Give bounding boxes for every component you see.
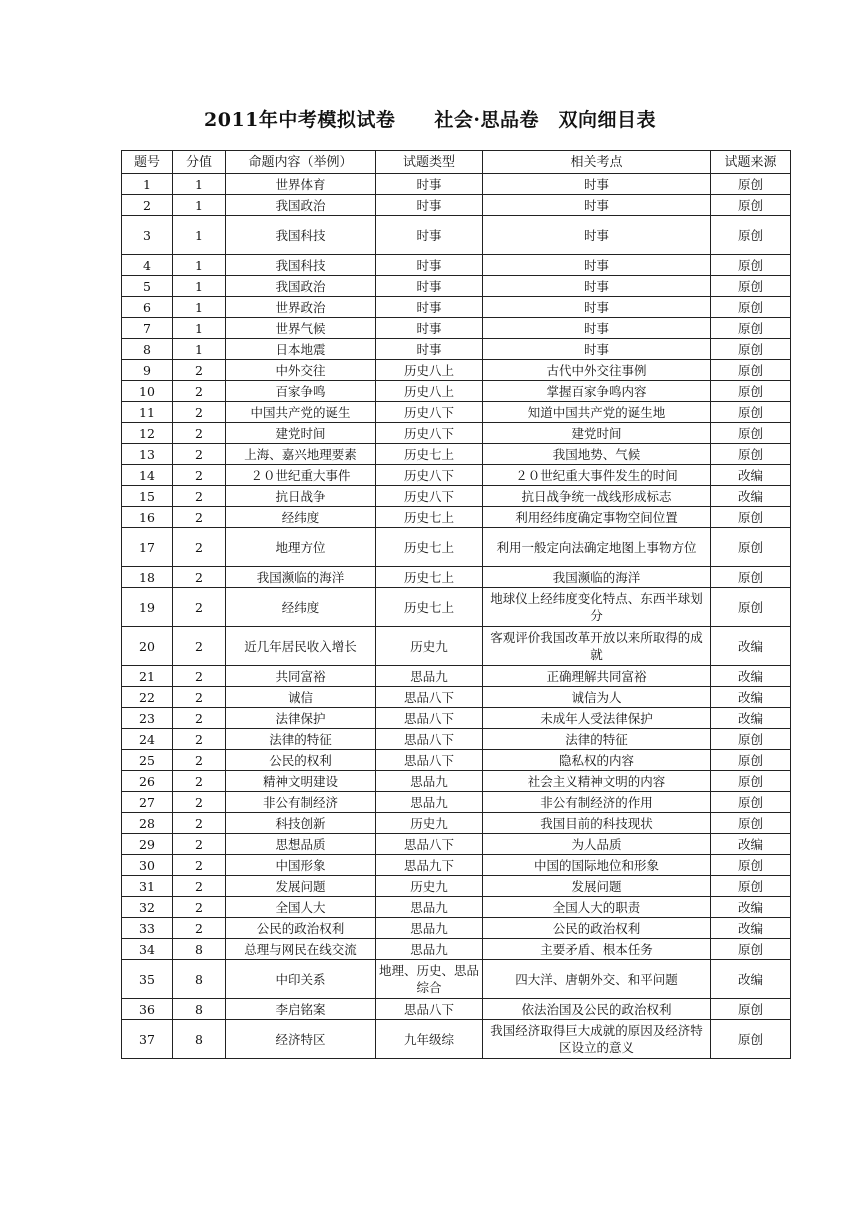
cell-source: 原创 (711, 771, 791, 792)
cell-topic: 中国的国际地位和形象 (483, 855, 711, 876)
document-title: 2011年中考模拟试卷 社会·思品卷 双向细目表 (204, 109, 656, 131)
cell-source: 原创 (711, 939, 791, 960)
cell-type: 时事 (376, 297, 483, 318)
cell-type: 思品九 (376, 918, 483, 939)
cell-topic: 为人品质 (483, 834, 711, 855)
cell-score: 1 (173, 216, 226, 255)
cell-question-no: 20 (122, 627, 173, 666)
cell-type: 历史八下 (376, 465, 483, 486)
table-row (122, 855, 791, 876)
cell-score: 2 (173, 750, 226, 771)
cell-topic: 正确理解共同富裕 (483, 666, 711, 687)
table-row (122, 960, 791, 999)
cell-score: 2 (173, 771, 226, 792)
table-body (122, 174, 791, 1059)
cell-type: 思品九 (376, 897, 483, 918)
cell-content: 公民的政治权利 (226, 918, 376, 939)
cell-content: 法律保护 (226, 708, 376, 729)
cell-question-no: 29 (122, 834, 173, 855)
cell-question-no: 34 (122, 939, 173, 960)
cell-score: 2 (173, 687, 226, 708)
cell-type: 思品八下 (376, 750, 483, 771)
cell-question-no: 3 (122, 216, 173, 255)
cell-topic: 建党时间 (483, 423, 711, 444)
table-row (122, 507, 791, 528)
cell-score: 2 (173, 567, 226, 588)
table-row (122, 465, 791, 486)
table-header-row (122, 151, 791, 174)
table-row (122, 729, 791, 750)
cell-topic: 我国濒临的海洋 (483, 567, 711, 588)
table-row (122, 195, 791, 216)
table-row (122, 297, 791, 318)
cell-source: 原创 (711, 876, 791, 897)
cell-type: 历史八下 (376, 402, 483, 423)
cell-source: 原创 (711, 855, 791, 876)
table-row (122, 834, 791, 855)
cell-source: 原创 (711, 792, 791, 813)
cell-type: 历史七上 (376, 507, 483, 528)
cell-type: 时事 (376, 339, 483, 360)
cell-content: 我国科技 (226, 216, 376, 255)
table-row (122, 771, 791, 792)
cell-content: 我国濒临的海洋 (226, 567, 376, 588)
cell-type: 思品九 (376, 771, 483, 792)
cell-content: 共同富裕 (226, 666, 376, 687)
cell-score: 1 (173, 174, 226, 195)
table-row (122, 1020, 791, 1059)
cell-topic: 我国地势、气候 (483, 444, 711, 465)
cell-score: 2 (173, 486, 226, 507)
cell-score: 1 (173, 339, 226, 360)
cell-topic: 我国目前的科技现状 (483, 813, 711, 834)
cell-topic: 时事 (483, 276, 711, 297)
cell-type: 思品八下 (376, 729, 483, 750)
cell-score: 2 (173, 588, 226, 627)
cell-question-no: 28 (122, 813, 173, 834)
cell-source: 原创 (711, 318, 791, 339)
cell-score: 2 (173, 423, 226, 444)
cell-score: 1 (173, 195, 226, 216)
cell-score: 2 (173, 834, 226, 855)
cell-content: 我国政治 (226, 276, 376, 297)
cell-content: 全国人大 (226, 897, 376, 918)
cell-source: 原创 (711, 381, 791, 402)
cell-score: 8 (173, 999, 226, 1020)
cell-source: 原创 (711, 750, 791, 771)
table-row (122, 216, 791, 255)
table-row (122, 402, 791, 423)
cell-content: 建党时间 (226, 423, 376, 444)
cell-topic: 诚信为人 (483, 687, 711, 708)
cell-type: 历史七上 (376, 444, 483, 465)
table-row (122, 708, 791, 729)
header-topic: 相关考点 (483, 151, 711, 174)
header-question-no: 题号 (122, 151, 173, 174)
table-row (122, 423, 791, 444)
cell-type: 时事 (376, 195, 483, 216)
cell-source: 原创 (711, 297, 791, 318)
table-row (122, 627, 791, 666)
cell-question-no: 27 (122, 792, 173, 813)
cell-type: 时事 (376, 216, 483, 255)
cell-question-no: 36 (122, 999, 173, 1020)
cell-type: 地理、历史、思品综合 (376, 960, 483, 999)
cell-score: 2 (173, 918, 226, 939)
cell-score: 2 (173, 708, 226, 729)
cell-source: 改编 (711, 897, 791, 918)
cell-score: 2 (173, 666, 226, 687)
cell-score: 2 (173, 402, 226, 423)
cell-content: 上海、嘉兴地理要素 (226, 444, 376, 465)
cell-content: 世界气候 (226, 318, 376, 339)
table-row (122, 174, 791, 195)
table-row (122, 750, 791, 771)
header-score: 分值 (173, 151, 226, 174)
cell-topic: 四大洋、唐朝外交、和平问题 (483, 960, 711, 999)
cell-type: 历史七上 (376, 528, 483, 567)
table-row (122, 939, 791, 960)
cell-question-no: 24 (122, 729, 173, 750)
header-content: 命题内容（举例） (226, 151, 376, 174)
cell-type: 时事 (376, 174, 483, 195)
cell-content: 诚信 (226, 687, 376, 708)
cell-topic: 时事 (483, 339, 711, 360)
cell-topic: 知道中国共产党的诞生地 (483, 402, 711, 423)
cell-topic: 掌握百家争鸣内容 (483, 381, 711, 402)
cell-question-no: 8 (122, 339, 173, 360)
cell-source: 原创 (711, 339, 791, 360)
cell-source: 改编 (711, 687, 791, 708)
cell-type: 历史九 (376, 813, 483, 834)
cell-source: 原创 (711, 255, 791, 276)
cell-content: 经纬度 (226, 588, 376, 627)
table-row (122, 999, 791, 1020)
cell-question-no: 13 (122, 444, 173, 465)
cell-question-no: 7 (122, 318, 173, 339)
cell-source: 原创 (711, 567, 791, 588)
cell-content: 中印关系 (226, 960, 376, 999)
cell-topic: 地球仪上经纬度变化特点、东西半球划分 (483, 588, 711, 627)
table-row (122, 318, 791, 339)
cell-content: 科技创新 (226, 813, 376, 834)
table-row (122, 567, 791, 588)
table-row (122, 360, 791, 381)
table-row (122, 876, 791, 897)
header-source: 试题来源 (711, 151, 791, 174)
cell-topic: 依法治国及公民的政治权利 (483, 999, 711, 1020)
cell-source: 原创 (711, 402, 791, 423)
cell-question-no: 5 (122, 276, 173, 297)
table-row (122, 444, 791, 465)
cell-score: 2 (173, 813, 226, 834)
cell-type: 思品八下 (376, 999, 483, 1020)
cell-content: 经纬度 (226, 507, 376, 528)
cell-source: 改编 (711, 834, 791, 855)
table-row (122, 339, 791, 360)
cell-content: 中外交往 (226, 360, 376, 381)
table-row (122, 255, 791, 276)
cell-score: 2 (173, 507, 226, 528)
cell-topic: 发展问题 (483, 876, 711, 897)
cell-content: 世界政治 (226, 297, 376, 318)
cell-score: 2 (173, 855, 226, 876)
table-row (122, 381, 791, 402)
table-row (122, 813, 791, 834)
cell-topic: 客观评价我国改革开放以来所取得的成就 (483, 627, 711, 666)
cell-type: 时事 (376, 255, 483, 276)
cell-type: 历史八下 (376, 486, 483, 507)
cell-content: 发展问题 (226, 876, 376, 897)
cell-score: 2 (173, 729, 226, 750)
table-row (122, 687, 791, 708)
table-row (122, 588, 791, 627)
cell-content: 公民的权利 (226, 750, 376, 771)
cell-question-no: 31 (122, 876, 173, 897)
cell-content: 地理方位 (226, 528, 376, 567)
cell-question-no: 25 (122, 750, 173, 771)
cell-source: 改编 (711, 666, 791, 687)
cell-question-no: 17 (122, 528, 173, 567)
cell-source: 原创 (711, 729, 791, 750)
cell-topic: 古代中外交往事例 (483, 360, 711, 381)
cell-topic: 时事 (483, 255, 711, 276)
cell-question-no: 18 (122, 567, 173, 588)
cell-content: 日本地震 (226, 339, 376, 360)
cell-score: 2 (173, 444, 226, 465)
cell-question-no: 26 (122, 771, 173, 792)
cell-content: 近几年居民收入增长 (226, 627, 376, 666)
cell-source: 改编 (711, 708, 791, 729)
table-row (122, 486, 791, 507)
cell-score: 2 (173, 792, 226, 813)
cell-topic: 全国人大的职责 (483, 897, 711, 918)
cell-type: 思品九 (376, 939, 483, 960)
cell-source: 改编 (711, 486, 791, 507)
cell-question-no: 22 (122, 687, 173, 708)
cell-type: 历史八上 (376, 360, 483, 381)
cell-question-no: 33 (122, 918, 173, 939)
table-row (122, 918, 791, 939)
cell-question-no: 15 (122, 486, 173, 507)
cell-topic: 我国经济取得巨大成就的原因及经济特区设立的意义 (483, 1020, 711, 1059)
table-row (122, 528, 791, 567)
cell-content: 思想品质 (226, 834, 376, 855)
cell-content: 我国科技 (226, 255, 376, 276)
cell-content: 中国共产党的诞生 (226, 402, 376, 423)
cell-topic: 社会主义精神文明的内容 (483, 771, 711, 792)
cell-type: 思品八下 (376, 708, 483, 729)
cell-type: 思品八下 (376, 687, 483, 708)
cell-score: 1 (173, 297, 226, 318)
cell-type: 历史九 (376, 876, 483, 897)
cell-source: 原创 (711, 813, 791, 834)
cell-question-no: 10 (122, 381, 173, 402)
cell-content: 非公有制经济 (226, 792, 376, 813)
cell-question-no: 21 (122, 666, 173, 687)
cell-source: 原创 (711, 528, 791, 567)
cell-source: 原创 (711, 276, 791, 297)
cell-source: 原创 (711, 1020, 791, 1059)
cell-source: 原创 (711, 444, 791, 465)
cell-score: 1 (173, 255, 226, 276)
specification-table (121, 150, 791, 1059)
cell-source: 原创 (711, 999, 791, 1020)
cell-type: 时事 (376, 276, 483, 297)
cell-question-no: 14 (122, 465, 173, 486)
cell-type: 历史八下 (376, 423, 483, 444)
cell-type: 思品八下 (376, 834, 483, 855)
cell-source: 原创 (711, 360, 791, 381)
cell-source: 改编 (711, 960, 791, 999)
table-row (122, 792, 791, 813)
cell-question-no: 32 (122, 897, 173, 918)
cell-topic: 时事 (483, 318, 711, 339)
cell-content: 李启铭案 (226, 999, 376, 1020)
cell-score: 2 (173, 528, 226, 567)
table-row (122, 666, 791, 687)
cell-question-no: 37 (122, 1020, 173, 1059)
cell-topic: 时事 (483, 297, 711, 318)
cell-question-no: 16 (122, 507, 173, 528)
cell-question-no: 19 (122, 588, 173, 627)
cell-question-no: 1 (122, 174, 173, 195)
cell-content: 总理与网民在线交流 (226, 939, 376, 960)
cell-type: 思品九 (376, 666, 483, 687)
cell-topic: 非公有制经济的作用 (483, 792, 711, 813)
table-row (122, 897, 791, 918)
cell-score: 8 (173, 960, 226, 999)
cell-topic: ２０世纪重大事件发生的时间 (483, 465, 711, 486)
cell-source: 原创 (711, 507, 791, 528)
cell-topic: 未成年人受法律保护 (483, 708, 711, 729)
cell-content: 精神文明建设 (226, 771, 376, 792)
cell-type: 历史九 (376, 627, 483, 666)
cell-topic: 时事 (483, 216, 711, 255)
cell-type: 历史七上 (376, 567, 483, 588)
cell-type: 历史八上 (376, 381, 483, 402)
cell-score: 2 (173, 360, 226, 381)
cell-content: 我国政治 (226, 195, 376, 216)
cell-question-no: 6 (122, 297, 173, 318)
cell-type: 时事 (376, 318, 483, 339)
cell-topic: 抗日战争统一战线形成标志 (483, 486, 711, 507)
cell-score: 1 (173, 318, 226, 339)
cell-type: 九年级综 (376, 1020, 483, 1059)
cell-question-no: 9 (122, 360, 173, 381)
cell-content: 抗日战争 (226, 486, 376, 507)
cell-score: 1 (173, 276, 226, 297)
cell-source: 改编 (711, 918, 791, 939)
cell-content: 经济特区 (226, 1020, 376, 1059)
cell-content: 百家争鸣 (226, 381, 376, 402)
cell-topic: 法律的特征 (483, 729, 711, 750)
cell-score: 2 (173, 381, 226, 402)
cell-question-no: 12 (122, 423, 173, 444)
cell-score: 8 (173, 939, 226, 960)
cell-source: 改编 (711, 465, 791, 486)
cell-score: 2 (173, 627, 226, 666)
cell-score: 8 (173, 1020, 226, 1059)
cell-topic: 隐私权的内容 (483, 750, 711, 771)
cell-question-no: 2 (122, 195, 173, 216)
cell-question-no: 23 (122, 708, 173, 729)
cell-type: 历史七上 (376, 588, 483, 627)
cell-content: 世界体育 (226, 174, 376, 195)
cell-source: 原创 (711, 588, 791, 627)
cell-source: 改编 (711, 627, 791, 666)
cell-score: 2 (173, 876, 226, 897)
cell-source: 原创 (711, 423, 791, 444)
cell-source: 原创 (711, 195, 791, 216)
cell-content: 法律的特征 (226, 729, 376, 750)
cell-topic: 时事 (483, 195, 711, 216)
header-type: 试题类型 (376, 151, 483, 174)
cell-type: 思品九下 (376, 855, 483, 876)
cell-question-no: 11 (122, 402, 173, 423)
cell-type: 思品九 (376, 792, 483, 813)
cell-question-no: 30 (122, 855, 173, 876)
cell-topic: 时事 (483, 174, 711, 195)
cell-source: 原创 (711, 174, 791, 195)
cell-topic: 利用一般定向法确定地图上事物方位 (483, 528, 711, 567)
cell-score: 2 (173, 465, 226, 486)
cell-topic: 利用经纬度确定事物空间位置 (483, 507, 711, 528)
table-row (122, 276, 791, 297)
cell-question-no: 35 (122, 960, 173, 999)
cell-content: 中国形象 (226, 855, 376, 876)
cell-content: ２０世纪重大事件 (226, 465, 376, 486)
cell-score: 2 (173, 897, 226, 918)
cell-source: 原创 (711, 216, 791, 255)
cell-topic: 主要矛盾、根本任务 (483, 939, 711, 960)
cell-topic: 公民的政治权利 (483, 918, 711, 939)
cell-question-no: 4 (122, 255, 173, 276)
